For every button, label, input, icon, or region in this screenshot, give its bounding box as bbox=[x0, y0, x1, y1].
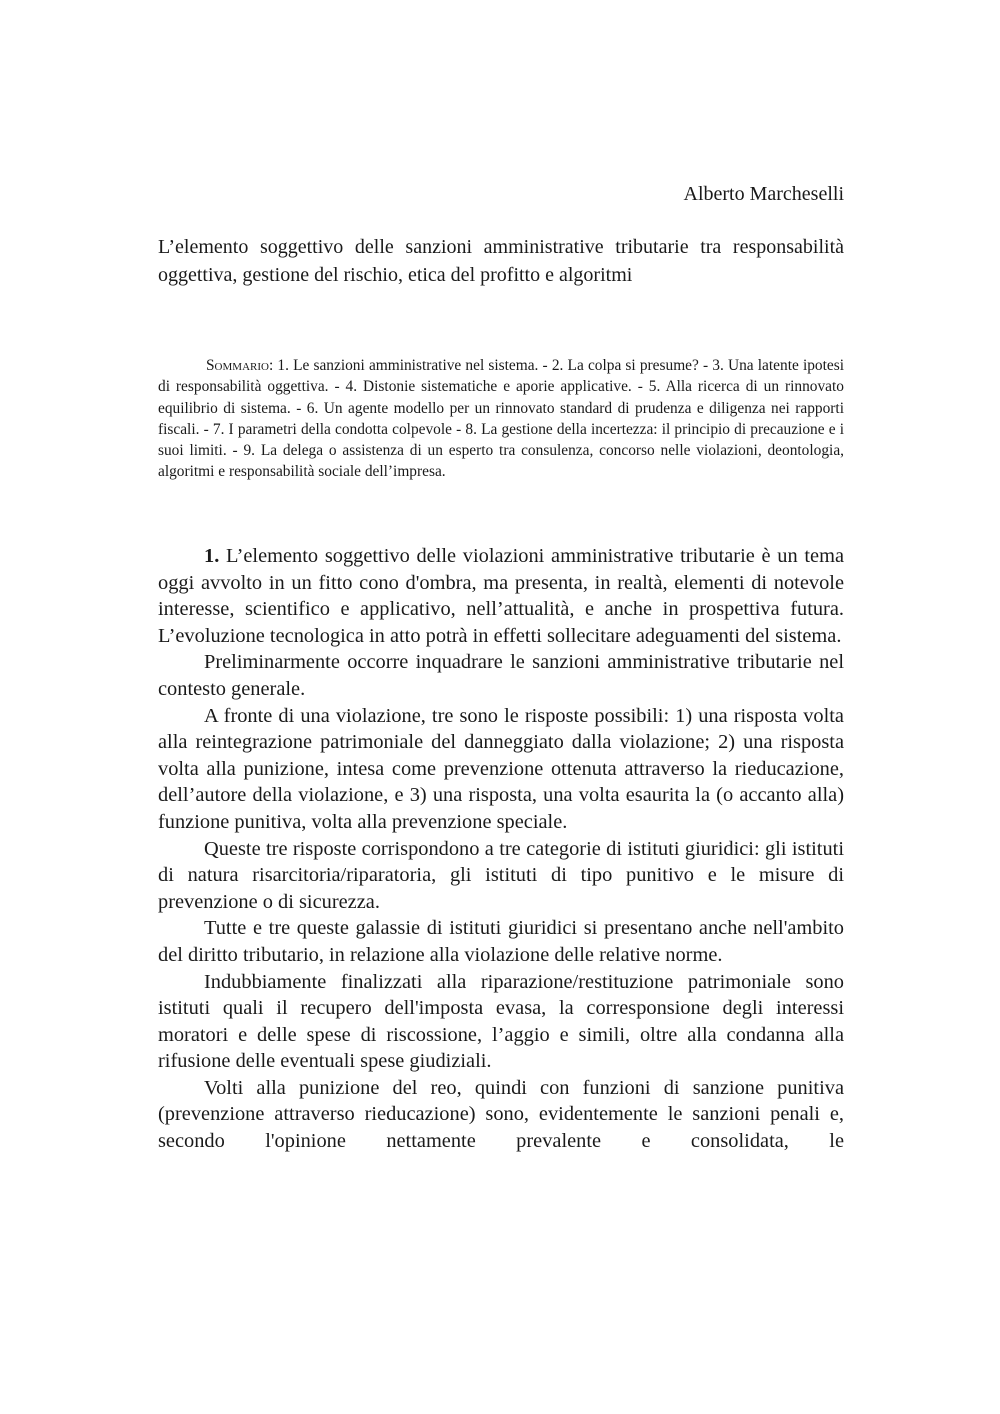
body-paragraph: Volti alla punizione del reo, quindi con funzioni di sanzione punitiva (prevenzione attraverso rieducazione) sono, evidentemente le sanzioni penali e, secondo l'opinione nettamente prevalente e consolidata, le bbox=[158, 1076, 844, 1153]
summary bbox=[158, 355, 844, 483]
document-page bbox=[158, 0, 844, 1414]
paragraph-text: L’elemento soggettivo delle violazioni amministrative tributarie è un tema oggi avvolto in un fitto cono d'ombra, ma presenta, in realtà, elementi di notevole interesse, scientifico e applicativo, nell’attualità, e anche in prospettiva futura. L’evoluzione tecnologica in atto potrà in effetti sollecitare adeguamenti del sistema. bbox=[158, 545, 844, 647]
summary-text: : 1. Le sanzioni amministrative nel sistema. - 2. La colpa si presume? - 3. Una latente ipotesi di responsabilità oggettiva. - 4. Distonie sistematiche e aporie applicative. - 5. Alla ricerca di un rinnovato equilibrio di sistema. - 6. Un agente modello per un rinnovato standard di prudenza e diligenza nei rapporti fiscali. - 7. I parametri della condotta colpevole - 8. La gestione della incertezza: il principio di precauzione e i suoi limiti. - 9. La delega o assistenza di un esperto tra consulenza, concorso nelle violazioni, deontologia, algoritmi e responsabilità sociale dell’impresa. bbox=[158, 357, 844, 481]
body-paragraph: Indubbiamente finalizzati alla riparazione/restituzione patrimoniale sono istituti quali il recupero dell'imposta evasa, la corresponsione degli interessi moratori e delle spese di riscossione, l’aggio e simili, oltre alla condanna alla rifusione delle eventuali spese giudiziali. bbox=[158, 970, 844, 1073]
body-paragraph: Preliminarmente occorre inquadrare le sanzioni amministrative tributarie nel contesto generale. bbox=[158, 651, 844, 700]
article-body bbox=[158, 543, 844, 1155]
body-paragraph bbox=[158, 543, 844, 649]
section-number: 1. bbox=[204, 545, 220, 567]
summary-label: Sommario bbox=[206, 357, 269, 374]
body-paragraph: A fronte di una violazione, tre sono le risposte possibili: 1) una risposta volta alla reintegrazione patrimoniale del danneggiato dalla violazione; 2) una risposta volta alla punizione, intesa come prevenzione ottenuta attraverso la rieducazione, dell’autore della violazione, e 3) una risposta, una volta esaurita la (o accanto alla) funzione punitiva, volta alla prevenzione speciale. bbox=[158, 704, 844, 833]
body-paragraph: Tutte e tre queste galassie di istituti giuridici si presentano anche nell'ambito del diritto tributario, in relazione alla violazione delle relative norme. bbox=[158, 917, 844, 966]
author-name: Alberto Marcheselli bbox=[683, 183, 844, 205]
body-paragraph: Queste tre risposte corrispondono a tre categorie di istituti giuridici: gli istituti di natura risarcitoria/riparatoria, gli istituti di tipo punitivo e le misure di prevenzione o di sicurezza. bbox=[158, 837, 844, 913]
article-title: L’elemento soggettivo delle sanzioni amministrative tributarie tra responsabilità oggettiva, gestione del rischio, etica del profitto e algoritmi bbox=[158, 236, 844, 286]
